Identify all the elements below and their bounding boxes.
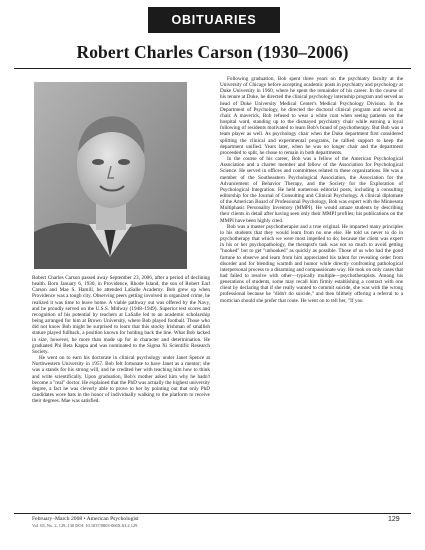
portrait-photo xyxy=(34,82,187,269)
portrait-image xyxy=(34,82,187,269)
title-rule xyxy=(14,68,411,69)
section-label: OBITUARIES xyxy=(171,13,257,27)
left-column xyxy=(32,275,210,510)
page-number: 129 xyxy=(388,516,400,523)
citation-meta: Vol. 63, No. 2, 129–130 DOI: 10.1037/0003-066X.63.2.129 xyxy=(32,523,138,528)
journal-line: February–March 2008 • American Psychologist xyxy=(32,516,139,522)
page-footer xyxy=(32,516,292,529)
article-title: Robert Charles Carson (1930–2006) xyxy=(76,42,349,62)
paragraph: He went on to earn his doctorate in clinical psychology under Janet Spence at Northwestern University in 1957. Bob felt fortunate to have Janet as a mentor; she was a stands for his strong will, and he credited her with teaching him how to think and write scientifically. Upon graduation, Bob's mother asked him why he hadn't become a "real" doctor. He explained that the PhD was actually the highest university degree, a fact he was cleverly able to prove to her by pointing out that only PhD candidates wore hats in the honor of individually walking to the platform to receive their degrees. Mae was satisfied. xyxy=(32,355,210,405)
footer-rule xyxy=(14,513,411,514)
paragraph: Robert Charles Carson passed away September 23, 2006, after a period of declining health. Born January 6, 1930, in Providence, Rhode Island, the son of Robert Earl Carson and Mae S. Hamill, he attended LaSalle Academy. Bob grew up when Providence was a tough city. Observing peers getting involved in organized crime, he realized it was time to leave home. A viable pathway out was offered by the Navy, and he proudly served on the U.S.S. Midway (1948–1949). Superior test scores and recognition of his potential by teachers at LaSalle led to an academic scholarship being arranged for him at Brown University, where Bob played football. Those who did not know Bob might be surprised to learn that this stocky Irishman of smallish stature played fullback, a position known for holding back the line. What Bob lacked in size, however, he more than made up for in character and determination. He graduated Phi Beta Kappa and was nominated to the Sigma Xi Scientific Research Society. xyxy=(32,275,210,355)
paragraph: Following graduation, Bob spent three years on the psychiatry faculty at the University of Chicago before accepting academic posts in psychiatry and psychology at Duke University in 1960, where he spent the remainder of his career. In the course of his tenure at Duke, he directed the clinical psychology internship program and served as head of Duke University Medical Center's Medical Psychology Division. In the Department of Psychology, he directed the doctoral clinical program and served as chair. A maverick, Bob refused to wear a white coat when seeing patients on the hospital ward, standing up to the dismayed psychiatry chair while earning a loyal following of residents motivated to learn Bob's brand of psychotherapy. But Bob was a team player as well. As psychology chair when the Duke department first considered splitting the clinical and experimental programs, he rallied support to keep the department unified. Years later, when he was no longer chair and the department proceeded to split, he chose to remain in both departments. xyxy=(220,76,403,156)
paragraph: In the course of his career, Bob was a fellow of the American Psychological Association and a charter member and fellow of the Association for Psychological Science. He served in offices and committees related to these organizations. He was a member of the Southeastern Psychological Association, the Association for the Advancement of Behavior Therapy, and the Society for the Exploration of Psychological Integration. He held numerous editorial posts, including a consulting editorship for the Journal of Consulting and Clinical Psychology. A clinical diplomate of the American Board of Professional Psychology, Bob was expert with the Minnesota Multiphasic Personality Inventory (MMPI). He would amaze students by describing their clients in detail after having seen only their MMPI profiles; his publications on the MMPI have been highly cited. xyxy=(220,156,403,224)
section-banner xyxy=(148,7,280,33)
right-column xyxy=(220,76,403,510)
paragraph: Bob was a master psychotherapist and a true original. He imparted many principles to his students that they would learn from no one else. He told us never to do in psychotherapy that which we were most impelled to do; because the client was expert in his or her psychopathology, the therapist's task was not so much to avoid getting "hooked" but to get "unhooked" as quickly as possible. Those of us who had the good fortune to observe and learn from him appreciated his talent for revealing order from disorder and for blending warmth and humor while directly confronting pathological interpersonal process to a disarming and compassionate way. He took on only cases that had failed to resolve with other—typically multiple—psychotherapists. Among his generations of students, some may recall him firmly establishing a contract with one client by declaring that if she really wanted to commit suicide, she was with the wrong professional because he "didn't do suicide," and then blithely offering a referral to a mortician should she prefer that route. He went on to tell her, "If you xyxy=(220,223,403,304)
